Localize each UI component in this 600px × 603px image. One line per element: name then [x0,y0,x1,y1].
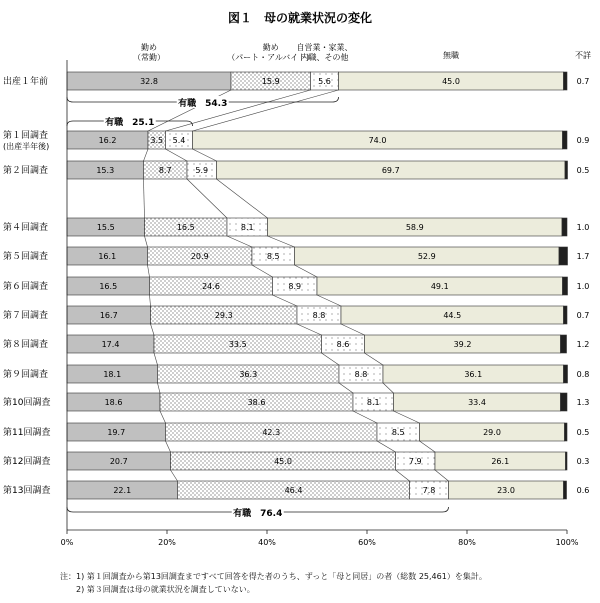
connector-line [420,441,436,452]
data-label: 8.5 [391,428,405,437]
row-label: 出産１年前 [3,77,49,87]
connector-line [144,149,149,161]
connector-line [227,236,252,247]
connector-line [166,149,188,161]
x-tick-label: 100% [555,538,579,547]
data-label: 15.9 [261,77,280,86]
data-label: 1.0 [576,223,590,232]
bar-segment-r1-s4 [563,131,568,149]
connector-line [295,265,318,277]
data-label: 32.8 [140,77,158,86]
data-label: 7.8 [422,486,436,495]
x-tick-label: 20% [158,538,176,547]
data-label: 0.8 [576,370,590,379]
connector-line [435,470,449,481]
bar-segment-r5-s4 [563,277,568,295]
column-header: 自営業・家業、内職、その他 [296,43,353,62]
data-label: 0.3 [576,457,590,466]
connector-line [353,411,377,423]
footnote-2: 2) 第３回調査は母の就業状況を調査していない。 [60,585,255,594]
data-label: 19.7 [107,428,126,437]
data-label: 3.5 [150,136,164,145]
data-label: 0.5 [576,166,590,175]
data-label: 22.1 [113,486,132,495]
data-label: 0.9 [576,136,590,145]
data-label: 29.3 [214,311,233,320]
bar-segment-r10-s4 [565,423,568,441]
data-label: 20.9 [190,252,209,261]
data-label: 8.7 [158,166,172,175]
data-label: 45.0 [274,457,292,466]
connector-line [166,441,171,452]
connector-line [151,324,155,335]
data-label: 8.8 [312,311,326,320]
annotation-label: 有職 54.3 [178,99,228,109]
connector-line [187,179,227,218]
column-header: 勤め（パート・アルバイト） [227,43,315,62]
connector-line [252,265,273,277]
connector-line [160,411,166,423]
data-label: 33.5 [228,340,247,349]
connector-line [268,236,295,247]
data-label: 5.9 [195,166,209,175]
annotation-label: 有職 25.1 [105,118,155,128]
connector-line [193,149,217,161]
connector-line [144,179,145,218]
bar-segment-r2-s4 [565,161,568,179]
data-label: 15.5 [96,223,115,232]
bar-segment-r0-s4 [564,72,568,90]
connector-line [322,353,340,365]
data-label: 16.5 [176,223,195,232]
data-label: 18.1 [103,370,122,379]
connector-line [341,324,365,335]
bar-segment-r9-s4 [561,393,568,411]
row-label: 第２回調査 [3,166,49,176]
x-tick-label: 60% [358,538,376,547]
data-label: 0.5 [576,428,590,437]
row-label: 第１回調査 [3,131,49,141]
data-label: 5.6 [318,77,331,86]
data-label: 20.7 [109,457,128,466]
connector-line [383,383,394,393]
connector-line [171,470,178,481]
connector-line [150,295,151,306]
data-label: 46.4 [284,486,303,495]
data-label: 8.1 [366,398,380,407]
row-label: 第７回調査 [3,311,49,321]
data-label: 69.7 [381,166,400,175]
data-label: 38.6 [247,398,266,407]
column-header: 無職 [443,51,459,60]
row-label: 第６回調査 [3,282,49,292]
data-label: 1.2 [576,340,590,349]
data-label: 8.8 [354,370,368,379]
bar-segment-r7-s4 [561,335,567,353]
connector-line [148,265,150,277]
data-label: 49.1 [430,282,449,291]
x-tick-label: 40% [258,538,276,547]
row-label: 第４回調査 [3,223,49,233]
data-label: 0.7 [576,77,590,86]
data-label: 15.3 [96,166,115,175]
row-label: 第10回調査 [3,398,51,408]
data-label: 1.3 [576,398,590,407]
connector-line [365,353,384,365]
data-label: 7.9 [408,457,422,466]
data-label: 1.0 [576,282,590,291]
connector-line [394,411,420,423]
data-label: 8.1 [240,223,254,232]
data-label: 5.4 [172,136,186,145]
row-label: 第13回調査 [3,486,51,496]
data-label: 74.0 [368,136,387,145]
column-header: 勤め（常勤） [133,43,165,62]
bar-segment-r11-s4 [566,452,568,470]
data-label: 8.6 [336,340,350,349]
x-tick-label: 0% [60,538,74,547]
data-label: 44.5 [443,311,462,320]
data-label: 0.6 [576,486,590,495]
bar-segment-r6-s4 [564,306,568,324]
row-label: 第11回調査 [3,428,51,438]
chart-title: 図１ 母の就業状況の変化 [227,11,373,25]
data-label: 45.0 [442,77,460,86]
connector-line [158,383,161,393]
data-label: 8.9 [288,282,302,291]
connector-line [317,295,341,306]
data-label: 58.9 [405,223,424,232]
data-label: 16.7 [99,311,118,320]
data-label: 8.5 [266,252,280,261]
data-label: 23.0 [497,486,515,495]
connector-line [297,324,322,335]
row-label: 第12回調査 [3,457,51,467]
connector-line [154,353,158,365]
data-label: 16.2 [98,136,117,145]
data-label: 24.6 [202,282,220,291]
row-label: 第９回調査 [3,370,49,380]
data-label: 52.9 [417,252,436,261]
data-label: 17.4 [101,340,120,349]
connector-line [377,441,396,452]
data-label: 18.6 [104,398,123,407]
data-label: 0.7 [576,311,590,320]
bar-segment-r4-s4 [559,247,568,265]
connector-line [145,236,148,247]
column-header: 不詳 [575,51,591,60]
row-sublabel: (出産半年後) [3,142,50,151]
footnote-1: 注：1) 第１回調査から第13回調査まですべて回答を得た者のうち、ずっと「母と同居」の者（総数 25,461）を集計。 [60,572,487,581]
row-label: 第８回調査 [3,340,49,350]
x-tick-label: 80% [458,538,476,547]
data-label: 26.1 [491,457,510,466]
data-label: 36.3 [239,370,258,379]
data-label: 36.1 [464,370,483,379]
bar-segment-r8-s4 [564,365,568,383]
data-label: 42.3 [262,428,281,437]
bar-segment-r3-s4 [562,218,567,236]
bar-segment-r12-s4 [564,481,567,499]
connector-line [217,179,268,218]
connector-line [339,383,353,393]
data-label: 16.1 [98,252,117,261]
connector-line [273,295,298,306]
data-label: 33.4 [468,398,486,407]
row-label: 第５回調査 [3,252,49,262]
data-label: 1.7 [576,252,590,261]
annotation-label: 有職 76.4 [233,509,283,519]
data-label: 29.0 [483,428,501,437]
connector-line [396,470,410,481]
data-label: 16.5 [99,282,118,291]
data-label: 39.2 [453,340,472,349]
